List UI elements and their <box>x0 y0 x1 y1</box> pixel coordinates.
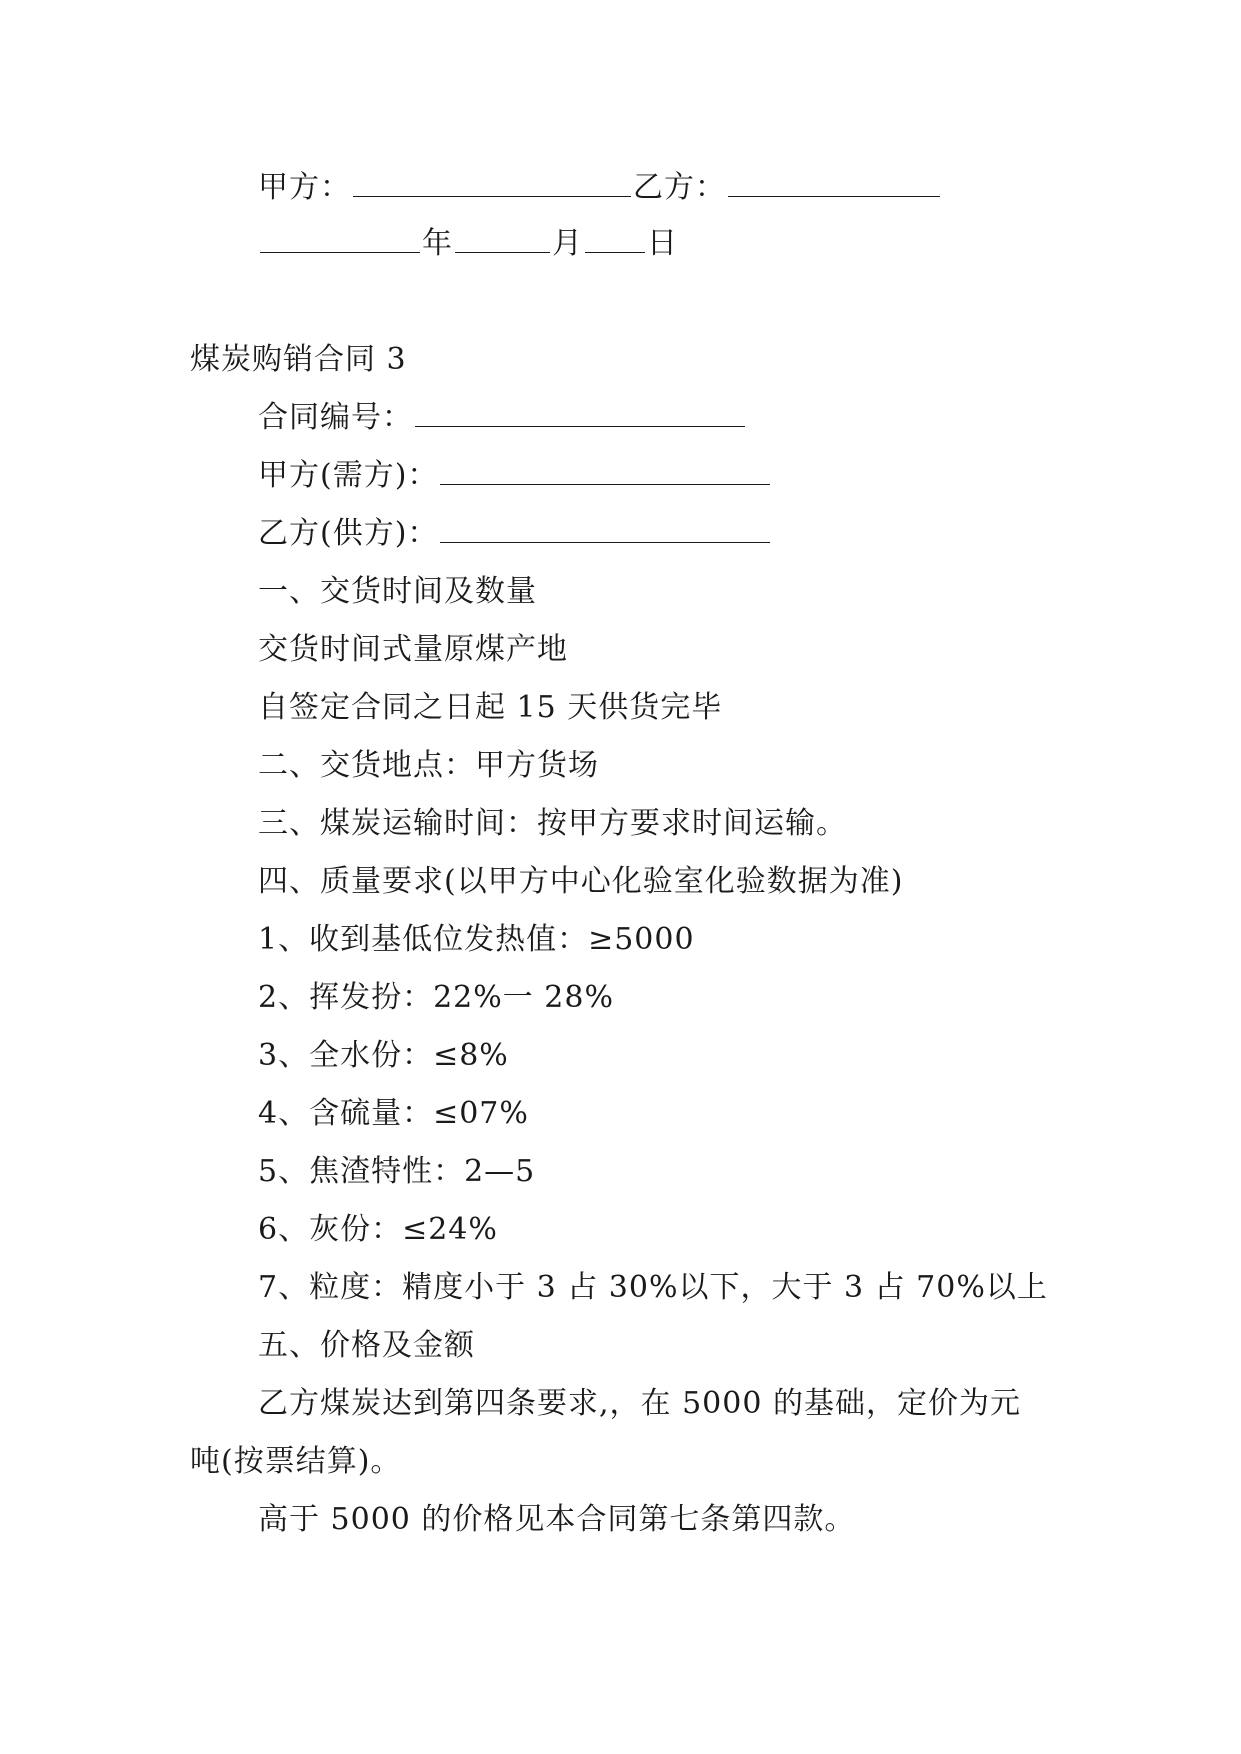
signature-date-line <box>258 224 678 264</box>
section5-body-line2: 吨(按票结算)。 <box>190 1444 402 1479</box>
party-b-label: 乙方： <box>633 170 726 205</box>
quality-item: 7、粒度：精度小于 3 占 30%以下，大于 3 占 70%以上 <box>258 1270 1048 1305</box>
party-a-blank <box>353 168 631 197</box>
buyer-label: 甲方(需方)： <box>258 458 439 493</box>
party-b-blank <box>728 168 940 197</box>
section1-title: 一、交货时间及数量 <box>258 574 537 609</box>
section5-title: 五、价格及金额 <box>258 1328 475 1363</box>
section4-title: 四、质量要求(以甲方中心化验室化验数据为准) <box>258 864 904 899</box>
quality-item: 2、挥发扮：22%一 28% <box>258 980 614 1015</box>
buyer-blank <box>440 456 770 485</box>
section2: 二、交货地点：甲方货场 <box>258 748 599 783</box>
contract-number-line <box>258 398 747 438</box>
year-blank <box>260 224 420 253</box>
day-label: 日 <box>647 226 678 261</box>
quality-item: 5、焦渣特性：2—5 <box>258 1154 536 1189</box>
section1-body: 自签定合同之日起 15 天供货完毕 <box>258 690 723 725</box>
section3: 三、煤炭运输时间：按甲方要求时间运输。 <box>258 806 847 841</box>
quality-item: 1、收到基低位发热值：≥5000 <box>258 922 695 957</box>
section1-header: 交货时间式量原煤产地 <box>258 632 568 667</box>
section5-body-line3: 高于 5000 的价格见本合同第七条第四款。 <box>258 1502 856 1537</box>
day-blank <box>585 224 645 253</box>
contract-title: 煤炭购销合同 3 <box>190 342 407 377</box>
contract-number-blank <box>415 398 745 427</box>
signature-parties-line <box>258 168 942 208</box>
party-a-label: 甲方： <box>258 170 351 205</box>
quality-item: 6、灰份：≤24% <box>258 1212 498 1247</box>
seller-line <box>258 514 772 554</box>
quality-item: 4、含硫量：≤07% <box>258 1096 529 1131</box>
contract-number-label: 合同编号： <box>258 400 413 435</box>
quality-item: 3、全水份：≤8% <box>258 1038 509 1073</box>
section5-body-line1: 乙方煤炭达到第四条要求,，在 5000 的基础，定价为元 <box>258 1386 1021 1421</box>
month-label: 月 <box>552 226 583 261</box>
year-label: 年 <box>422 226 453 261</box>
seller-blank <box>440 514 770 543</box>
seller-label: 乙方(供方)： <box>258 516 439 551</box>
month-blank <box>455 224 550 253</box>
buyer-line <box>258 456 772 496</box>
